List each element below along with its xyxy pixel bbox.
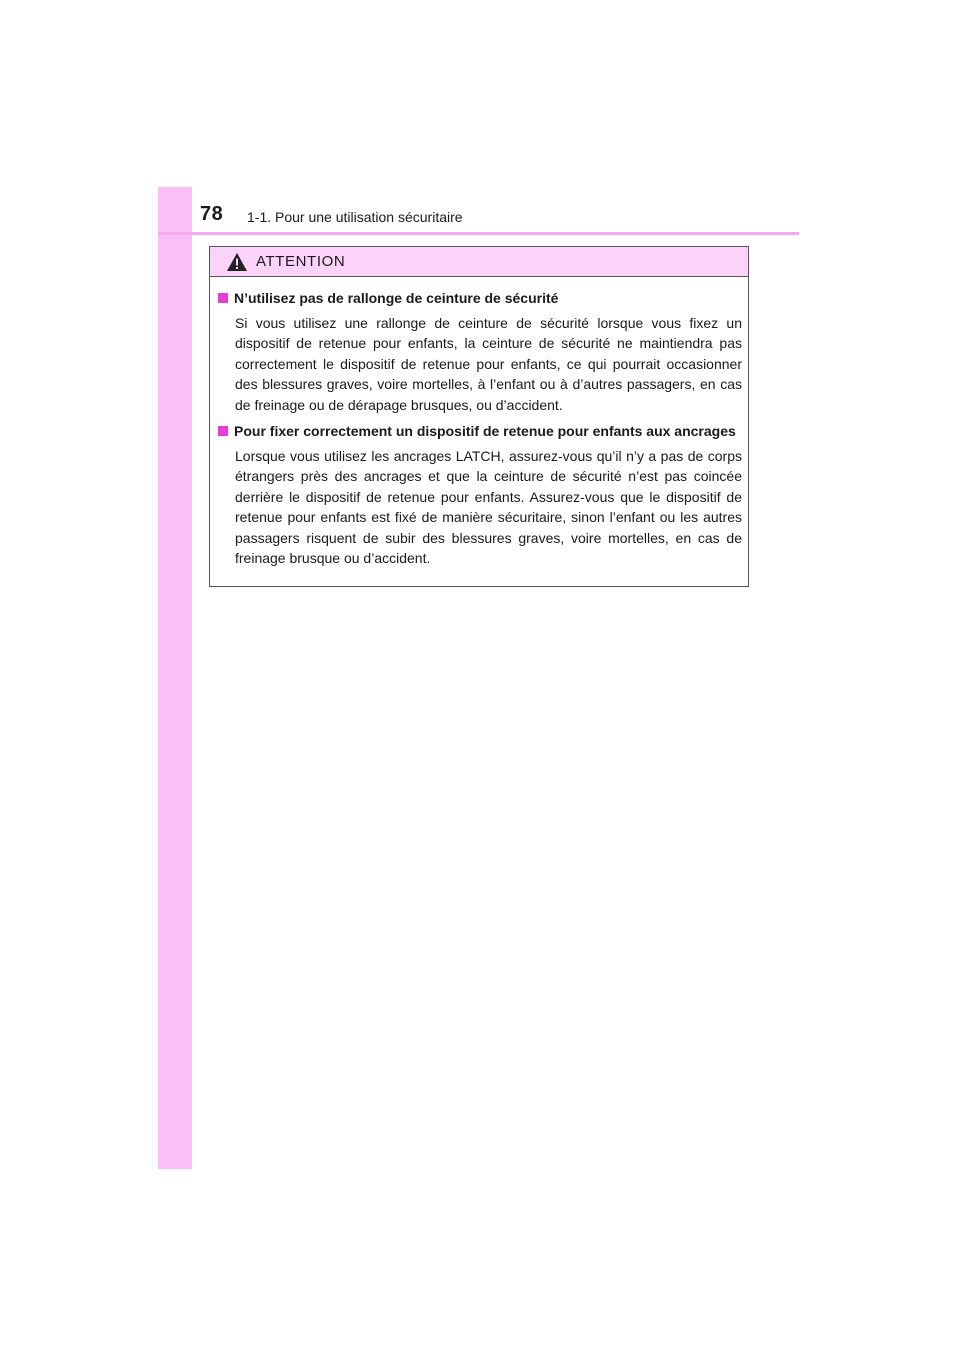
item-heading	[218, 289, 742, 308]
item-text: Si vous utilisez une rallonge de ceinture de sécurité lorsque vous fixez un dispositif de retenue pour enfants, la ceinture de sécurité ne maintiendra pas correctement le dispositif de retenue pour enfants, ce qui pourrait occasionner des blessures graves, voire mortelles, à l’enfant ou à d’autres passagers, en cas de freinage ou de dérapage brusques, ou d’accident.	[235, 315, 742, 413]
side-color-strip	[158, 187, 192, 1169]
caution-box	[209, 246, 749, 587]
item-heading-text: N’utilisez pas de rallonge de ceinture de sécurité	[234, 290, 559, 306]
caution-item	[218, 289, 742, 415]
item-heading-text: Pour fixer correctement un dispositif de retenue pour enfants aux ancrages	[234, 423, 736, 440]
item-heading	[218, 422, 742, 441]
caution-item	[218, 422, 742, 568]
caution-body	[210, 277, 748, 568]
item-text: Lorsque vous utilisez les ancrages LATCH, assurez-vous qu’il n’y a pas de corps étrangers près des ancrages et que la ceinture de sécurité n’est pas coincée derrière le dispositif de retenue pour enfants. Assurez-vous que le dispositif de retenue pour enfants est fixé de manière sécuritaire, sinon l’enfant ou les autres passagers risquent de subir des blessures graves, voire mortelles, en cas de freinage brusque ou d’accident.	[235, 448, 742, 567]
section-title: 1-1. Pour une utilisation sécuritaire	[247, 209, 463, 225]
header-rule	[158, 232, 799, 235]
caution-header	[210, 247, 748, 277]
warning-triangle-icon	[226, 252, 248, 272]
caution-label: ATTENTION	[256, 253, 346, 270]
square-bullet-icon	[218, 293, 228, 303]
square-bullet-icon	[218, 426, 228, 436]
page-number: 78	[200, 203, 224, 225]
